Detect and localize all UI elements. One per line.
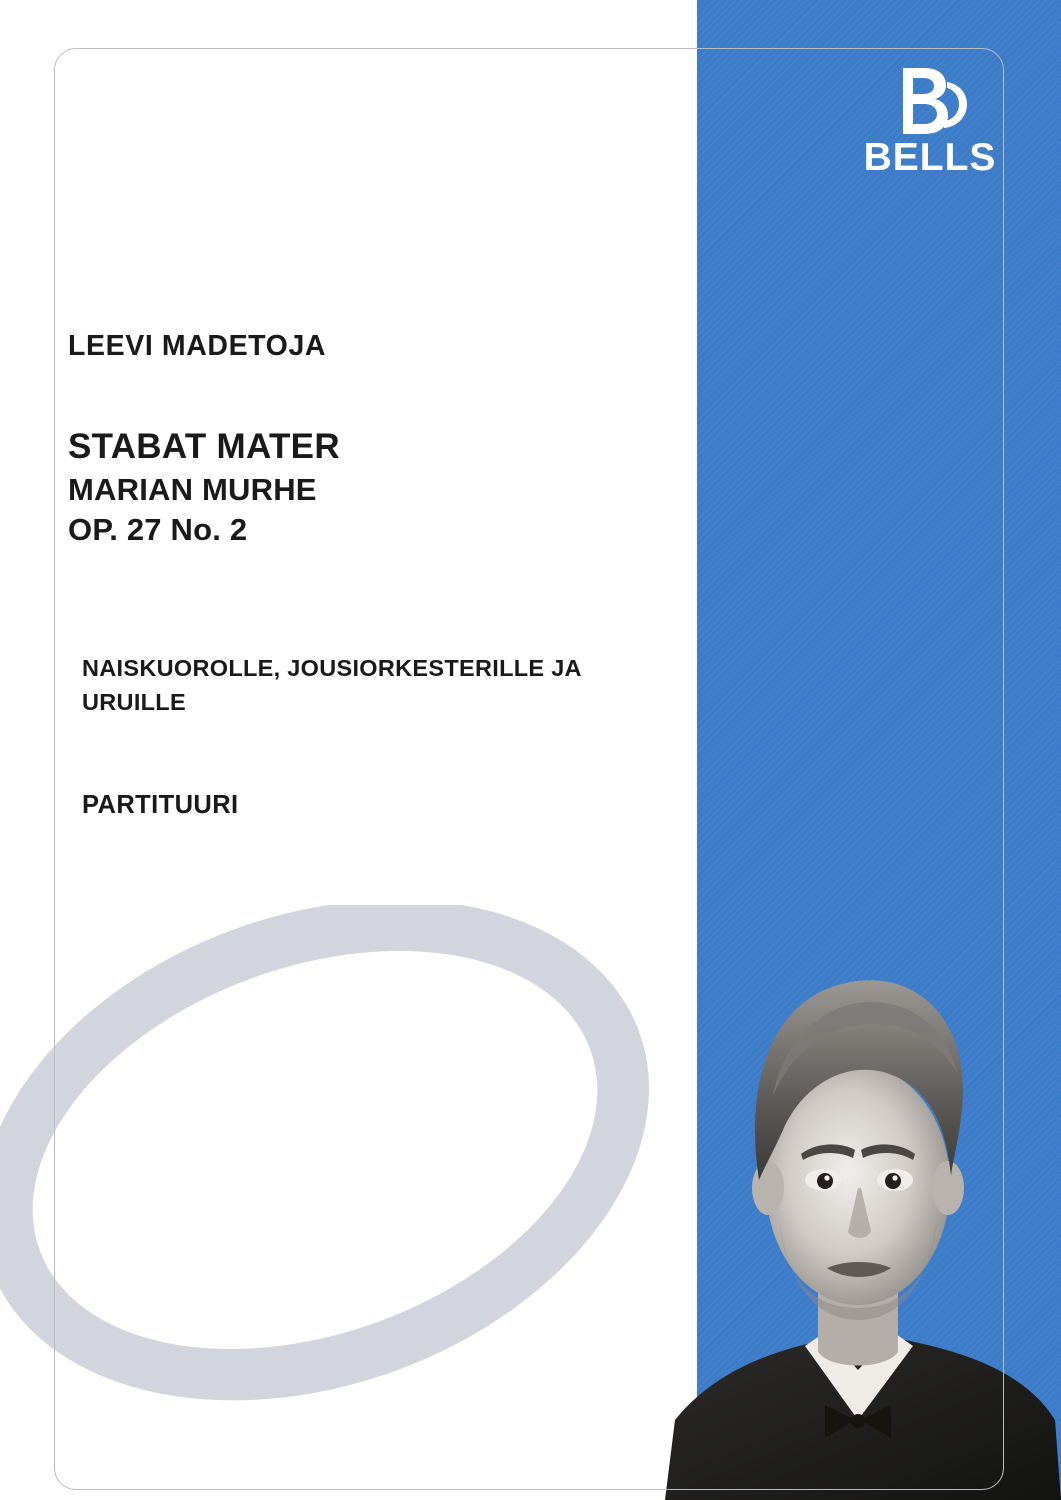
edition-type: PARTITUURI [82, 791, 239, 820]
publisher-name: BELLS [863, 136, 997, 179]
composer-portrait [655, 900, 1061, 1500]
ring-graphic [0, 905, 700, 1500]
work-opus-number: OP. 27 No. 2 [68, 512, 248, 548]
ellipse-ring-icon [0, 905, 700, 1489]
work-title: STABAT MATER [68, 427, 340, 466]
cover-text-block [68, 330, 668, 820]
composer-name: LEEVI MADETOJA [68, 330, 327, 362]
work-subtitle: MARIAN MURHE [68, 471, 317, 507]
work-scoring: NAISKUOROLLE, JOUSIORKESTERILLE JA URUILLE [82, 655, 581, 715]
publisher-logo [855, 62, 1005, 177]
portrait-photo-icon [655, 900, 1061, 1500]
bells-bell-monogram-icon [855, 62, 1005, 140]
